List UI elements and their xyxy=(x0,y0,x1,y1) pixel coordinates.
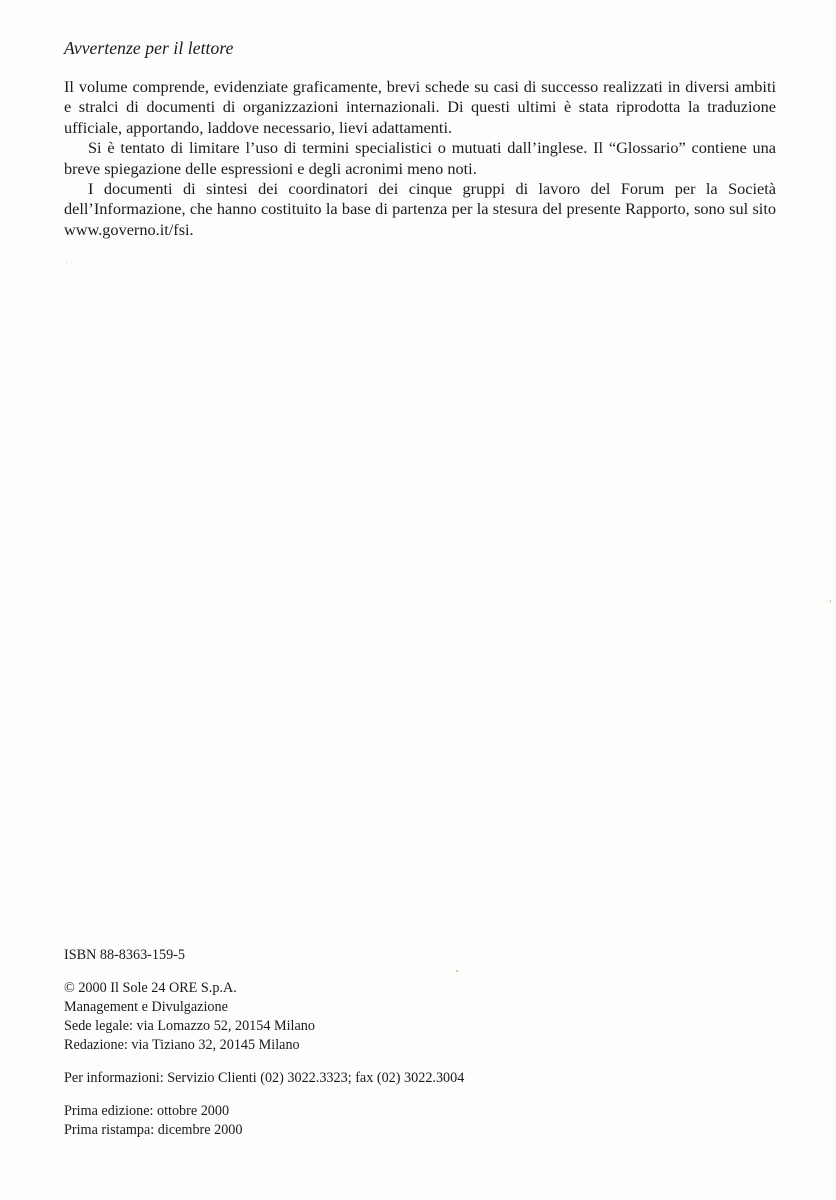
isbn-line: ISBN 88-8363-159-5 xyxy=(64,947,185,963)
registered-office: Sede legale: via Lomazzo 52, 20154 Milano xyxy=(64,1018,315,1034)
reader-notice xyxy=(64,38,776,240)
copyright-line: © 2000 Il Sole 24 ORE S.p.A. xyxy=(64,980,237,996)
notice-paragraph: Il volume comprende, evidenziate graficamente, brevi schede su casi di successo realizzati in diversi ambiti e stralci di documenti di organizzazioni internazionali. Di questi ultimi è stata riprodotta la traduzione ufficiale, apportando, laddove necessario, lievi adattamenti. xyxy=(64,77,776,137)
paper-speck xyxy=(830,600,831,603)
notice-title: Avvertenze per il lettore xyxy=(64,38,234,58)
editorial-office: Redazione: via Tiziano 32, 20145 Milano xyxy=(64,1037,300,1053)
publisher-division: Management e Divulgazione xyxy=(64,999,228,1015)
colophon xyxy=(64,946,624,1154)
first-reprint-date: Prima ristampa: dicembre 2000 xyxy=(64,1122,243,1138)
first-edition-date: Prima edizione: ottobre 2000 xyxy=(64,1103,230,1119)
notice-paragraph: Si è tentato di limitare l’uso di termini specialistici o mutuati dall’inglese. Il “Glossario” contiene una breve spiegazione delle espressioni e degli acronimi meno noti. xyxy=(64,138,776,178)
paper-speck xyxy=(456,970,458,972)
notice-paragraph: I documenti di sintesi dei coordinatori dei cinque gruppi di lavoro del Forum per la Società dell’Informazione, che hanno costituito la base di partenza per la stesura del presente Rapporto, sono sul sito www.governo.it/fsi. xyxy=(64,179,776,239)
customer-service-info: Per informazioni: Servizio Clienti (02) 3022.3323; fax (02) 3022.3004 xyxy=(64,1070,465,1086)
paper-speck xyxy=(66,262,67,263)
